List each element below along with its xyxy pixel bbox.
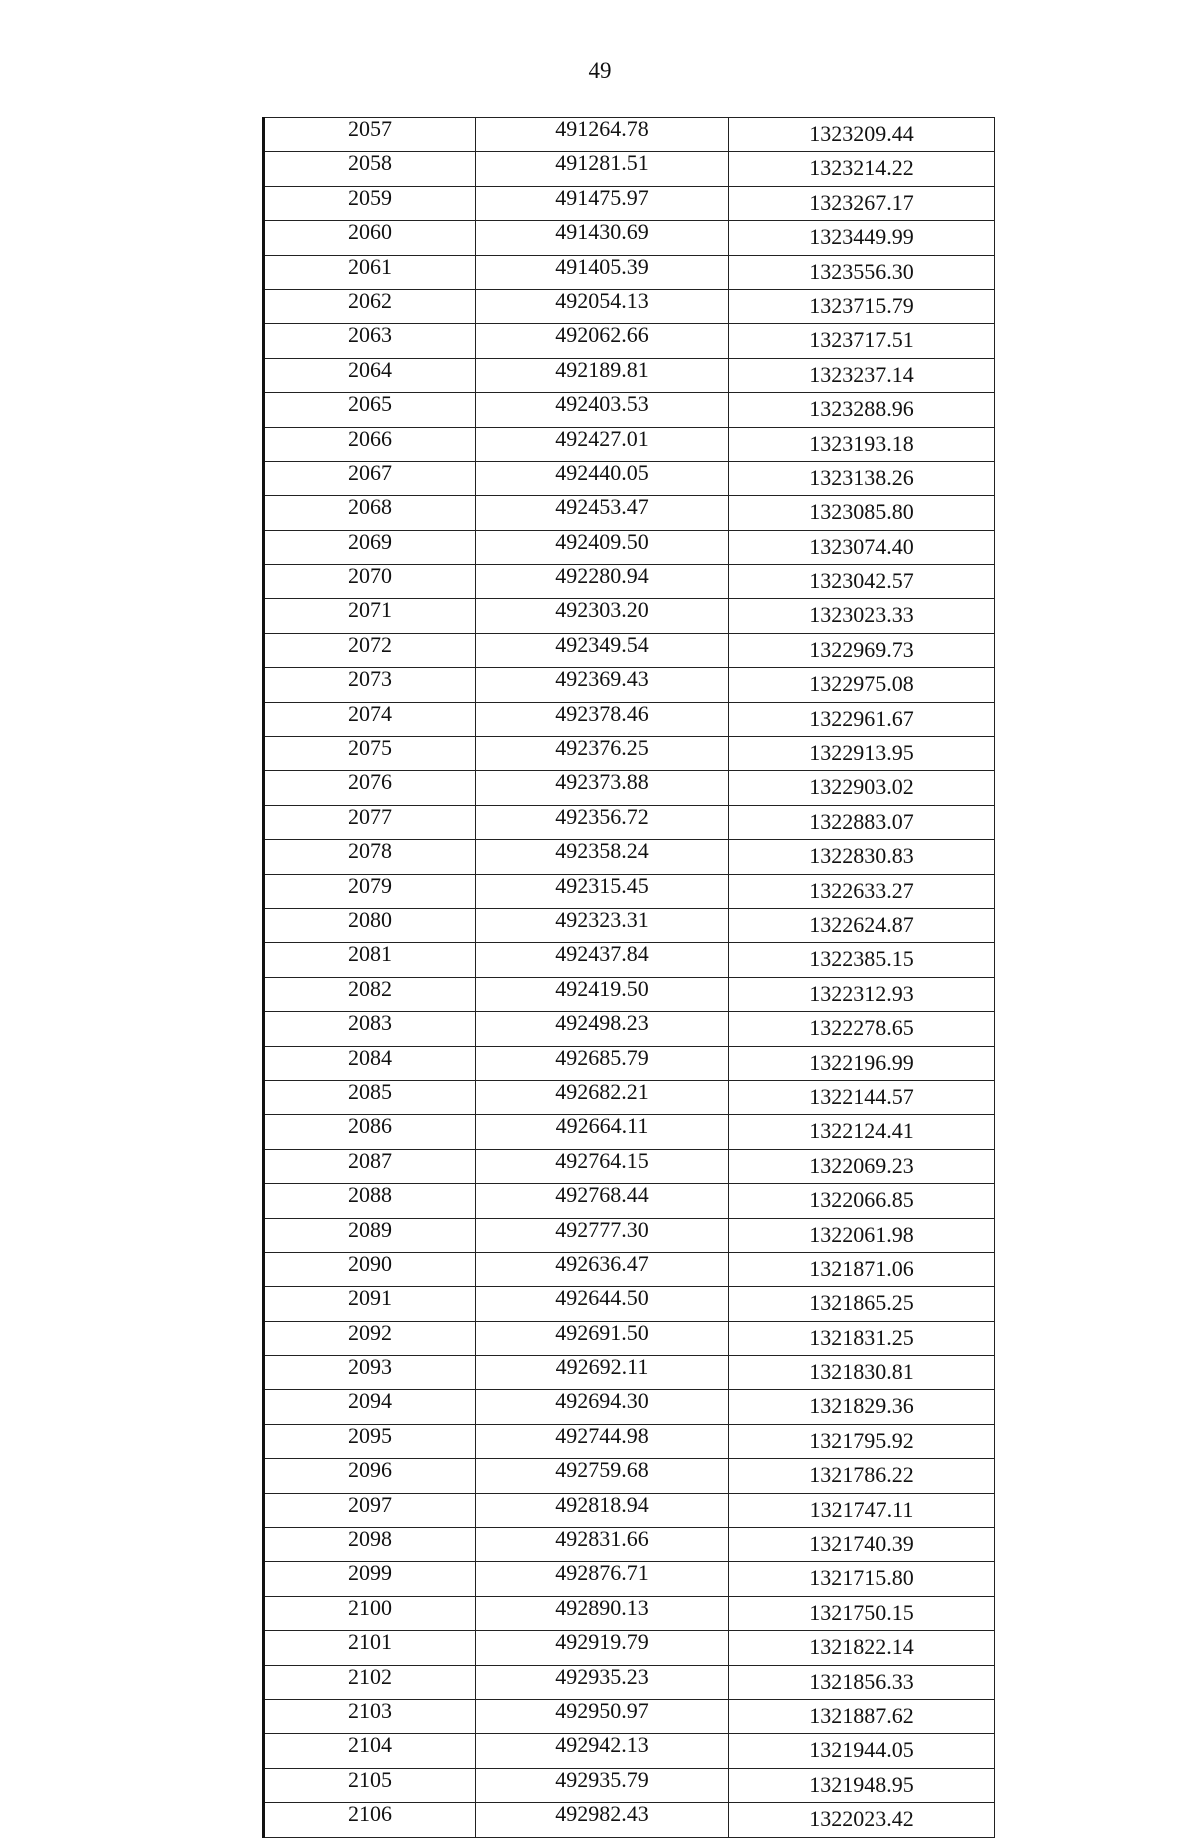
table-row <box>264 393 995 427</box>
y-coordinate-cell: 1323042.57 <box>729 565 995 599</box>
x-coordinate-cell: 492054.13 <box>476 289 729 323</box>
y-coordinate-cell: 1322061.98 <box>729 1218 995 1252</box>
y-coordinate-cell: 1323209.44 <box>729 118 995 152</box>
table-row <box>264 1012 995 1046</box>
point-number-cell: 2083 <box>264 1012 476 1046</box>
table-row <box>264 1631 995 1665</box>
point-number-cell: 2078 <box>264 840 476 874</box>
y-coordinate-cell: 1321865.25 <box>729 1287 995 1321</box>
point-number-cell: 2089 <box>264 1218 476 1252</box>
point-number-cell: 2085 <box>264 1080 476 1114</box>
x-coordinate-cell: 492942.13 <box>476 1734 729 1768</box>
x-coordinate-cell: 492323.31 <box>476 908 729 942</box>
table-row <box>264 1424 995 1458</box>
y-coordinate-cell: 1323193.18 <box>729 427 995 461</box>
x-coordinate-cell: 491281.51 <box>476 152 729 186</box>
table-row <box>264 221 995 255</box>
y-coordinate-cell: 1321830.81 <box>729 1356 995 1390</box>
table-row <box>264 1287 995 1321</box>
y-coordinate-cell: 1322830.83 <box>729 840 995 874</box>
table-row <box>264 840 995 874</box>
table-row <box>264 1046 995 1080</box>
point-number-cell: 2097 <box>264 1493 476 1527</box>
y-coordinate-cell: 1322312.93 <box>729 977 995 1011</box>
x-coordinate-cell: 492440.05 <box>476 461 729 495</box>
x-coordinate-cell: 491405.39 <box>476 255 729 289</box>
table-row <box>264 1321 995 1355</box>
table-row <box>264 668 995 702</box>
y-coordinate-cell: 1323023.33 <box>729 599 995 633</box>
point-number-cell: 2099 <box>264 1562 476 1596</box>
table-row <box>264 118 995 152</box>
table-row <box>264 1356 995 1390</box>
table-row <box>264 1528 995 1562</box>
y-coordinate-cell: 1322883.07 <box>729 805 995 839</box>
y-coordinate-cell: 1321750.15 <box>729 1596 995 1630</box>
point-number-cell: 2095 <box>264 1424 476 1458</box>
x-coordinate-cell: 492831.66 <box>476 1528 729 1562</box>
x-coordinate-cell: 492378.46 <box>476 702 729 736</box>
x-coordinate-cell: 492876.71 <box>476 1562 729 1596</box>
x-coordinate-cell: 492759.68 <box>476 1459 729 1493</box>
point-number-cell: 2106 <box>264 1803 476 1837</box>
y-coordinate-cell: 1321715.80 <box>729 1562 995 1596</box>
x-coordinate-cell: 492403.53 <box>476 393 729 427</box>
table-row <box>264 1218 995 1252</box>
table-row <box>264 1080 995 1114</box>
point-number-cell: 2096 <box>264 1459 476 1493</box>
x-coordinate-cell: 492691.50 <box>476 1321 729 1355</box>
y-coordinate-cell: 1323556.30 <box>729 255 995 289</box>
point-number-cell: 2082 <box>264 977 476 1011</box>
x-coordinate-cell: 492685.79 <box>476 1046 729 1080</box>
y-coordinate-cell: 1322975.08 <box>729 668 995 702</box>
point-number-cell: 2104 <box>264 1734 476 1768</box>
x-coordinate-cell: 492409.50 <box>476 530 729 564</box>
y-coordinate-cell: 1321887.62 <box>729 1699 995 1733</box>
point-number-cell: 2072 <box>264 633 476 667</box>
point-number-cell: 2064 <box>264 358 476 392</box>
x-coordinate-cell: 492453.47 <box>476 496 729 530</box>
point-number-cell: 2066 <box>264 427 476 461</box>
x-coordinate-cell: 492373.88 <box>476 771 729 805</box>
table-row <box>264 427 995 461</box>
y-coordinate-cell: 1321786.22 <box>729 1459 995 1493</box>
table-row <box>264 737 995 771</box>
point-number-cell: 2073 <box>264 668 476 702</box>
y-coordinate-cell: 1322969.73 <box>729 633 995 667</box>
y-coordinate-cell: 1322124.41 <box>729 1115 995 1149</box>
point-number-cell: 2081 <box>264 943 476 977</box>
x-coordinate-cell: 492768.44 <box>476 1184 729 1218</box>
y-coordinate-cell: 1323267.17 <box>729 186 995 220</box>
y-coordinate-cell: 1323214.22 <box>729 152 995 186</box>
table-row <box>264 1149 995 1183</box>
table-row <box>264 1390 995 1424</box>
point-number-cell: 2086 <box>264 1115 476 1149</box>
table-row <box>264 255 995 289</box>
x-coordinate-cell: 492636.47 <box>476 1252 729 1286</box>
y-coordinate-cell: 1322385.15 <box>729 943 995 977</box>
x-coordinate-cell: 492349.54 <box>476 633 729 667</box>
table-row <box>264 496 995 530</box>
y-coordinate-cell: 1321948.95 <box>729 1768 995 1802</box>
table-body <box>264 118 995 1838</box>
x-coordinate-cell: 492818.94 <box>476 1493 729 1527</box>
point-number-cell: 2076 <box>264 771 476 805</box>
table-row <box>264 1734 995 1768</box>
y-coordinate-cell: 1323138.26 <box>729 461 995 495</box>
y-coordinate-cell: 1321795.92 <box>729 1424 995 1458</box>
y-coordinate-cell: 1322624.87 <box>729 908 995 942</box>
x-coordinate-cell: 492744.98 <box>476 1424 729 1458</box>
table-row <box>264 908 995 942</box>
point-number-cell: 2087 <box>264 1149 476 1183</box>
x-coordinate-cell: 492376.25 <box>476 737 729 771</box>
table-row <box>264 874 995 908</box>
table-row <box>264 1665 995 1699</box>
y-coordinate-cell: 1323717.51 <box>729 324 995 358</box>
table-row <box>264 1803 995 1837</box>
point-number-cell: 2075 <box>264 737 476 771</box>
x-coordinate-cell: 492935.79 <box>476 1768 729 1802</box>
table-row <box>264 1596 995 1630</box>
point-number-cell: 2088 <box>264 1184 476 1218</box>
y-coordinate-cell: 1323237.14 <box>729 358 995 392</box>
x-coordinate-cell: 492280.94 <box>476 565 729 599</box>
x-coordinate-cell: 492919.79 <box>476 1631 729 1665</box>
x-coordinate-cell: 492189.81 <box>476 358 729 392</box>
table-row <box>264 186 995 220</box>
point-number-cell: 2062 <box>264 289 476 323</box>
y-coordinate-cell: 1322196.99 <box>729 1046 995 1080</box>
table-row <box>264 530 995 564</box>
point-number-cell: 2060 <box>264 221 476 255</box>
x-coordinate-cell: 492358.24 <box>476 840 729 874</box>
x-coordinate-cell: 492982.43 <box>476 1803 729 1837</box>
point-number-cell: 2068 <box>264 496 476 530</box>
point-number-cell: 2093 <box>264 1356 476 1390</box>
y-coordinate-cell: 1322913.95 <box>729 737 995 771</box>
table-row <box>264 1115 995 1149</box>
point-number-cell: 2058 <box>264 152 476 186</box>
y-coordinate-cell: 1323074.40 <box>729 530 995 564</box>
y-coordinate-cell: 1322066.85 <box>729 1184 995 1218</box>
point-number-cell: 2102 <box>264 1665 476 1699</box>
table-row <box>264 977 995 1011</box>
x-coordinate-cell: 492777.30 <box>476 1218 729 1252</box>
x-coordinate-cell: 492303.20 <box>476 599 729 633</box>
page-number: 49 <box>588 58 612 83</box>
coordinates-table <box>262 117 995 1838</box>
table-row <box>264 1768 995 1802</box>
x-coordinate-cell: 492694.30 <box>476 1390 729 1424</box>
x-coordinate-cell: 492369.43 <box>476 668 729 702</box>
x-coordinate-cell: 492419.50 <box>476 977 729 1011</box>
point-number-cell: 2090 <box>264 1252 476 1286</box>
x-coordinate-cell: 491430.69 <box>476 221 729 255</box>
point-number-cell: 2091 <box>264 1287 476 1321</box>
table-row <box>264 1493 995 1527</box>
point-number-cell: 2057 <box>264 118 476 152</box>
table-row <box>264 1459 995 1493</box>
point-number-cell: 2094 <box>264 1390 476 1424</box>
table-row <box>264 565 995 599</box>
y-coordinate-cell: 1321856.33 <box>729 1665 995 1699</box>
table-row <box>264 324 995 358</box>
x-coordinate-cell: 492062.66 <box>476 324 729 358</box>
x-coordinate-cell: 492950.97 <box>476 1699 729 1733</box>
x-coordinate-cell: 492427.01 <box>476 427 729 461</box>
table-row <box>264 1252 995 1286</box>
table-row <box>264 289 995 323</box>
x-coordinate-cell: 492682.21 <box>476 1080 729 1114</box>
y-coordinate-cell: 1321822.14 <box>729 1631 995 1665</box>
table-row <box>264 702 995 736</box>
point-number-cell: 2059 <box>264 186 476 220</box>
y-coordinate-cell: 1321944.05 <box>729 1734 995 1768</box>
table-row <box>264 1562 995 1596</box>
point-number-cell: 2103 <box>264 1699 476 1733</box>
y-coordinate-cell: 1323449.99 <box>729 221 995 255</box>
x-coordinate-cell: 491264.78 <box>476 118 729 152</box>
point-number-cell: 2065 <box>264 393 476 427</box>
point-number-cell: 2070 <box>264 565 476 599</box>
table-row <box>264 633 995 667</box>
y-coordinate-cell: 1323715.79 <box>729 289 995 323</box>
x-coordinate-cell: 492692.11 <box>476 1356 729 1390</box>
table-row <box>264 771 995 805</box>
y-coordinate-cell: 1321829.36 <box>729 1390 995 1424</box>
y-coordinate-cell: 1322144.57 <box>729 1080 995 1114</box>
y-coordinate-cell: 1322023.42 <box>729 1803 995 1837</box>
point-number-cell: 2100 <box>264 1596 476 1630</box>
table-row <box>264 461 995 495</box>
point-number-cell: 2080 <box>264 908 476 942</box>
table-row <box>264 1184 995 1218</box>
x-coordinate-cell: 492315.45 <box>476 874 729 908</box>
point-number-cell: 2063 <box>264 324 476 358</box>
x-coordinate-cell: 492437.84 <box>476 943 729 977</box>
point-number-cell: 2098 <box>264 1528 476 1562</box>
point-number-cell: 2074 <box>264 702 476 736</box>
point-number-cell: 2084 <box>264 1046 476 1080</box>
y-coordinate-cell: 1322903.02 <box>729 771 995 805</box>
x-coordinate-cell: 492890.13 <box>476 1596 729 1630</box>
point-number-cell: 2077 <box>264 805 476 839</box>
table-row <box>264 152 995 186</box>
y-coordinate-cell: 1321747.11 <box>729 1493 995 1527</box>
x-coordinate-cell: 491475.97 <box>476 186 729 220</box>
point-number-cell: 2092 <box>264 1321 476 1355</box>
point-number-cell: 2069 <box>264 530 476 564</box>
y-coordinate-cell: 1321740.39 <box>729 1528 995 1562</box>
point-number-cell: 2067 <box>264 461 476 495</box>
point-number-cell: 2079 <box>264 874 476 908</box>
table-row <box>264 358 995 392</box>
x-coordinate-cell: 492664.11 <box>476 1115 729 1149</box>
table-row <box>264 1699 995 1733</box>
y-coordinate-cell: 1322069.23 <box>729 1149 995 1183</box>
y-coordinate-cell: 1323288.96 <box>729 393 995 427</box>
point-number-cell: 2101 <box>264 1631 476 1665</box>
point-number-cell: 2105 <box>264 1768 476 1802</box>
table-row <box>264 805 995 839</box>
point-number-cell: 2061 <box>264 255 476 289</box>
y-coordinate-cell: 1322961.67 <box>729 702 995 736</box>
x-coordinate-cell: 492498.23 <box>476 1012 729 1046</box>
y-coordinate-cell: 1321831.25 <box>729 1321 995 1355</box>
x-coordinate-cell: 492764.15 <box>476 1149 729 1183</box>
x-coordinate-cell: 492935.23 <box>476 1665 729 1699</box>
table-row <box>264 943 995 977</box>
y-coordinate-cell: 1323085.80 <box>729 496 995 530</box>
y-coordinate-cell: 1322278.65 <box>729 1012 995 1046</box>
y-coordinate-cell: 1322633.27 <box>729 874 995 908</box>
x-coordinate-cell: 492644.50 <box>476 1287 729 1321</box>
table-row <box>264 599 995 633</box>
point-number-cell: 2071 <box>264 599 476 633</box>
x-coordinate-cell: 492356.72 <box>476 805 729 839</box>
y-coordinate-cell: 1321871.06 <box>729 1252 995 1286</box>
